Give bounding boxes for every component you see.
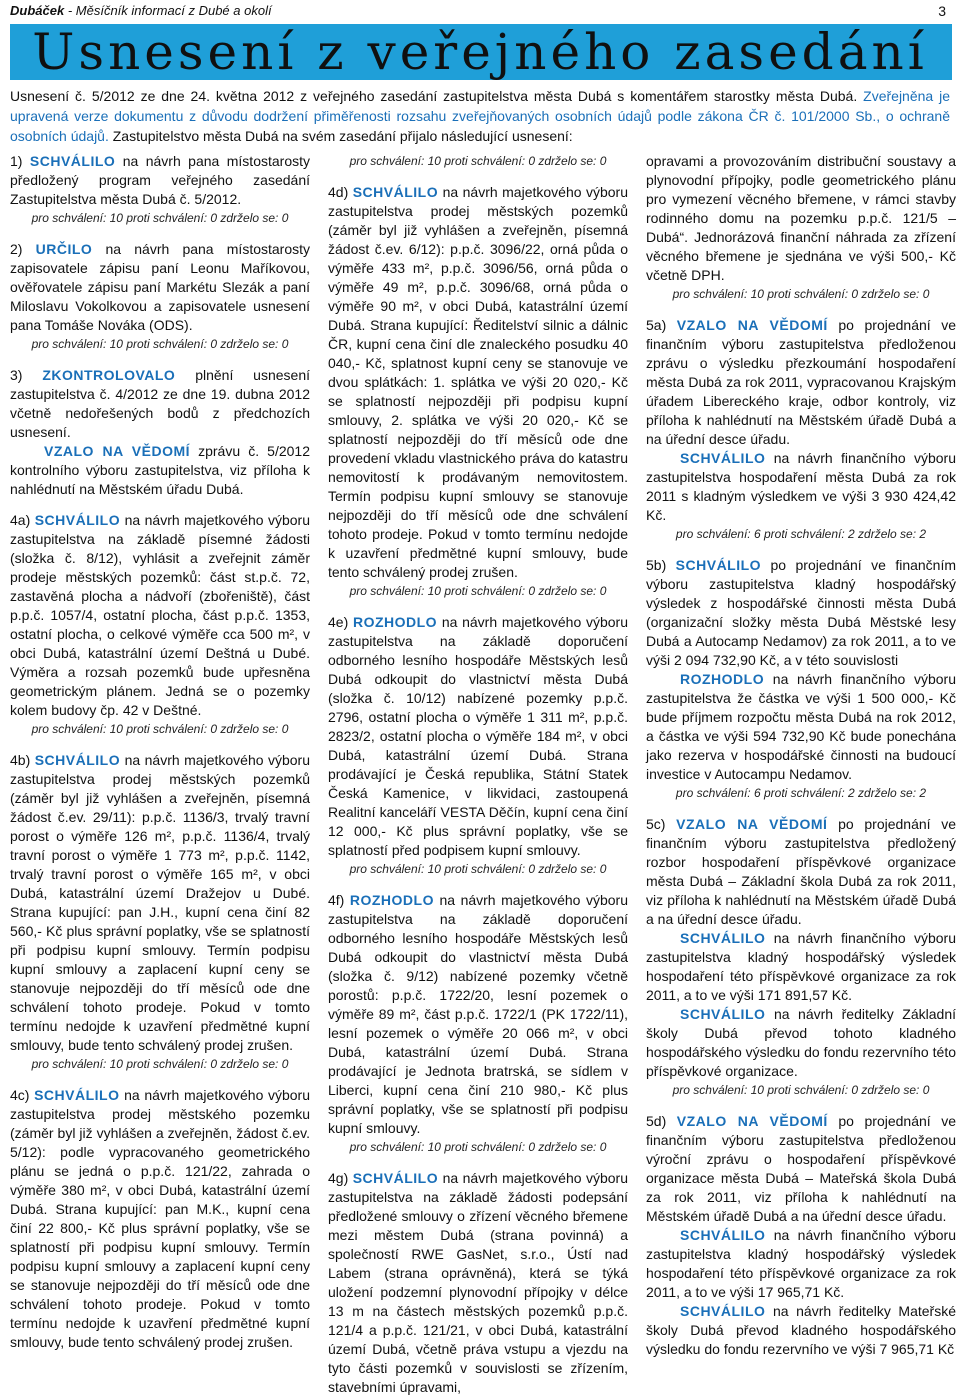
vote-result: pro schválení: 6 proti schválení: 2 zdrželo se: 2 xyxy=(675,786,927,800)
resolution-4c xyxy=(10,1086,310,1352)
resolution-number: 4a) xyxy=(10,512,31,528)
resolution-text: po projednání ve finančním výboru zastupitelstva předložený rozbor hospodaření příspěvkové organizace města Dubá – Základní škola Dubá za rok 2011, viz příloha k nahlédnutí na Městském úřadě Dubá a na úřední desce úřadu. xyxy=(646,816,957,927)
vote-result: pro schválení: 10 proti schválení: 0 zdrželo se: 0 xyxy=(672,287,930,301)
resolution-number: 4g) xyxy=(328,1170,349,1186)
resolution-keyword: SCHVÁLILO xyxy=(680,930,766,946)
page-title: Usnesení z veřejného zasedání xyxy=(32,23,928,81)
resolution-text: na návrh finančního výboru zastupitelstva hospodaření města Dubá za rok 2011 s kladným výsledkem ve výši 3 930 424,42 Kč. xyxy=(646,450,957,523)
resolution-number: 1) xyxy=(10,153,23,169)
resolution-number: 4f) xyxy=(328,892,345,908)
resolution-keyword: ZKONTROLOVALO xyxy=(42,367,176,383)
resolution-text: na návrh pana místostarosty zapisovatele zápisu paní Leonu Maříkovou, ověřovatele zápisu paní Markétu Slezák a paní Miloslavu Vokolkovou a zapisovatele usnesení pana Tomáše Nováka (ODS). xyxy=(10,241,311,333)
intro-privacy-note: Zveřejněna je upravená verze dokumentu z důvodu dodržení přiměřenosti rozsahu zveřejňovaných osobních údajů podle zákona ČR č. 101/2000 Sb. xyxy=(10,88,951,124)
resolution-keyword: VZALO NA VĚDOMÍ xyxy=(676,1113,828,1129)
vote-result: pro schválení: 10 proti schválení: 0 zdrželo se: 0 xyxy=(349,584,607,598)
resolution-4e xyxy=(328,613,628,879)
resolution-keyword: SCHVÁLILO xyxy=(352,1170,439,1186)
resolution-keyword: SCHVÁLILO xyxy=(680,1303,766,1319)
resolution-text: na návrh ředitelky Základní školy Dubá převod tohoto kladného hospodářského výsledku do fondu rezervního této příspěvkové organizace. xyxy=(646,1006,956,1079)
resolution-3 xyxy=(10,366,310,499)
title-banner xyxy=(6,22,954,82)
resolution-number: 4b) xyxy=(10,752,31,768)
resolution-4g-continued xyxy=(646,152,956,304)
vote-result: pro schválení: 10 proti schválení: 0 zdrželo se: 0 xyxy=(31,211,289,225)
resolution-text: zprávu č. 5/2012 kontrolního výboru zastupitelstva, viz příloha k nahlédnutí na Městském úřadu Dubá. xyxy=(10,443,310,497)
intro-privacy-note-end: , o ochraně osobních údajů. xyxy=(10,108,950,144)
publication-label xyxy=(10,0,272,22)
vote-result: pro schválení: 10 proti schválení: 0 zdrželo se: 0 xyxy=(349,1140,607,1154)
resolution-keyword: SCHVÁLILO xyxy=(34,1087,120,1103)
resolution-4c-vote xyxy=(328,152,628,171)
vote-result: pro schválení: 10 proti schválení: 0 zdrželo se: 0 xyxy=(349,154,607,168)
resolution-text: na návrh ředitelky Mateřské školy Dubá převod kladného hospodářského výsledku do fondu rezervního ve výši 7 965,71 Kč xyxy=(646,1303,956,1357)
resolution-1 xyxy=(10,152,310,228)
resolution-keyword: VZALO NA VĚDOMÍ xyxy=(676,317,828,333)
resolution-keyword: SCHVÁLILO xyxy=(680,1227,766,1243)
resolution-text: na návrh majetkového výboru zastupitelstva na základě doporučení odborného lesního hospodáře Městských lesů Dubá odkoupit do vlastnictví města Dubá (složka č. 10/12) nabízené pozemky p.p.č. 2796, ostatní plocha o výměře 1 311 m², p.p.č. 2823/2, ostatní plocha o výměře 184 m², v obci Dubá, katastrální území Dubá. Strana prodávající je Česká republika, Státní Statek Česká Kamenice, v likvidaci, zastoupená Realitní kanceláří VESTA Děčín, kupní cena činí 12 000,- Kč plus správní poplatky, vše se splatností před podpisem kupní smlouvy. xyxy=(328,614,628,858)
resolution-keyword: SCHVÁLILO xyxy=(680,1006,766,1022)
resolution-number: 2) xyxy=(10,241,23,257)
resolution-text: na návrh majetkového výboru zastupitelstva prodej městských pozemků (záměr byl již vyhlášen a zveřejněn, písemná žádost č.ev. 29/11): p.p.č. 1136/3, trvalý travní porost o výměře 126 m², p.p.č. 1136/4, trvalý travní porost o výměře 1 773 m², p.p.č. 1142, trvalý travní porost o výměře 165 m², v obci Dubá, katastrální území Dražejov u Dubé. Strana kupující: pan J.H., kupní cena činí 82 560,- Kč plus správní poplatky, vše se splatností při podpisu kupní smlouvy. Termín podpisu kupní smlouvy a zaplacení kupní ceny se stanovuje nejpozději do tří měsíců ode dne schválení tohoto prodeje. Pokud v tomto termínu nedojde k uzavření předmětné kupní smlouvy, bude tento schválený prodej zrušen. xyxy=(10,752,311,1053)
resolution-text: na návrh finančního výboru zastupitelstva kladný hospodářský výsledek hospodaření této příspěvkové organizace za rok 2011, a to ve výši 171 891,57 Kč. xyxy=(646,930,957,1003)
resolution-keyword: SCHVÁLILO xyxy=(34,512,121,528)
resolution-keyword: SCHVÁLILO xyxy=(34,752,121,768)
vote-result: pro schválení: 10 proti schválení: 0 zdrželo se: 0 xyxy=(349,862,607,876)
resolution-number: 4d) xyxy=(328,184,349,200)
column-3 xyxy=(646,152,956,1382)
vote-result: pro schválení: 10 proti schválení: 0 zdrželo se: 0 xyxy=(31,1057,289,1071)
resolution-text: na návrh majetkového výboru zastupitelstva prodej městských pozemků (záměr byl již vyhlášen a zveřejněn, písemná žádost č.ev. 6/12): p.p.č. 3096/22, orná půda o výměře 433 m², p.p.č. 3096/56, orná půda o výměře 49 m², p.p.č. 3096/68, orná půda o výměře 90 m², v obci Dubá, katastrální území Dubá. Strana kupující: Ředitelství silnic a dálnic ČR, kupní cena činí dle znaleckého posudku 40 040,- Kč, splatnost kupní ceny se stanovuje ve dvou splátkách: 1. splátka ve výši 20 020,- Kč se splatností nejpozději při podpisu kupní smlouvy, 2. splátka ve výši 20 020,- Kč se splatností nejpozději do tří měsíců ode dne provedení vkladu vlastnického práva do katastru nemovitostí k prodávaným nemovitostem. Termín podpisu kupní smlouvy se stanovuje nejpozději do tří měsíců ode dne schválení tohoto prodeje. Pokud v tomto termínu nedojde k uzavření předmětné kupní smlouvy, bude tento schválený prodej zrušen. xyxy=(328,184,629,580)
resolution-text: na návrh majetkového výboru zastupitelstva na základě písemné žádosti (složka č. 8/12), vyhlásit a zveřejnit záměr prodeje městských pozemků: část st.p.č. 72, zastavěná plocha a nádvoří (zbořeniště), část p.p.č. 1057/4, ostatní plocha, část p.p.č. 1353, ostatní plocha, o celkové výměře cca 500 m², v obci Dubá, katastrální území Deštná u Dubé. Výměra a rozsah pozemků bude upřesněna geometrickým plánem. Jedná se o pozemky kolem budovy čp. 42 v Deštné. xyxy=(10,512,311,718)
resolution-5d xyxy=(646,1112,956,1359)
resolution-text: na návrh majetkového výboru zastupitelstva na základě doporučení odborného lesního hospodáře Městských lesů Dubá odkoupit do vlastnictví města Dubá (složka č. 9/12) nabízené pozemky včetně porostů: p.p.č. 1722/20, lesní pozemek o výměře 89 m², část p.p.č. 1722/1 (PK 1722/11), lesní pozemek o výměře 20 066 m², v obci Dubá, katastrální území Dubá. Strana prodávající je Jednota bratrská, se sídlem v Liberci, kupní cena činí 210 980,- Kč plus správní poplatky, vše se splatností při podpisu kupní smlouvy. xyxy=(328,892,629,1136)
resolution-text: po projednání ve finančním výboru zastupitelstva předloženou výroční zprávu o hospodaření příspěvkové organizace města Dubá – Mateřská škola Dubá za rok 2011, viz příloha k nahlédnutí na Městském úřadě Dubá a na úřední desce úřadu. xyxy=(646,1113,957,1224)
resolution-text: na návrh finančního výboru zastupitelstva kladný hospodářský výsledek hospodaření této příspěvkové organizace za rok 2011, a to ve výši 17 965,71 Kč. xyxy=(646,1227,957,1300)
resolution-5c xyxy=(646,815,956,1100)
running-header xyxy=(6,0,954,22)
column-1 xyxy=(10,152,310,1382)
resolution-number: 4c) xyxy=(10,1087,30,1103)
column-2 xyxy=(328,152,629,1395)
resolution-5a xyxy=(646,316,956,544)
resolution-keyword: SCHVÁLILO xyxy=(352,184,439,200)
resolution-text: plnění usnesení zastupitelstva č. 4/2012 ze dne 19. dubna 2012 včetně nedořešených bodů z předchozích usnesení. xyxy=(10,367,311,440)
intro-lead: Zastupitelstvo města Dubá na svém zasedání přijalo následující usnesení: xyxy=(112,128,573,144)
resolution-number: 4e) xyxy=(328,614,349,630)
resolution-keyword: ROZHODLO xyxy=(352,614,438,630)
resolution-keyword: VZALO NA VĚDOMÍ xyxy=(676,816,828,832)
vote-result: pro schválení: 6 proti schválení: 2 zdrželo se: 2 xyxy=(675,527,927,541)
resolution-text: na návrh majetkového výboru zastupitelstva na základě žádosti podepsání předložené smlouvy o zřízení věcného břemene mezi městem Dubá (strana povinná) a společností RWE GasNet, s.r.o., Ústí nad Labem (strana oprávněná), která se týká uložení podzemní plynovodní přípojky v délce 13 m na částech městských pozemků p.p.č. 121/4 a p.p.č. 121/21, v obci Dubá, katastrální území Dubá, včetně práva vstupu a vjezdu na tyto části pozemků v souvislosti se zřízením, stavebními úpravami, xyxy=(328,1170,629,1395)
resolution-number: 5d) xyxy=(646,1113,667,1129)
intro-text: Usnesení č. 5/2012 ze dne 24. května 2012 z veřejného zasedání zastupitelstva města Dubá s komentářem starostky města Dubá. xyxy=(10,88,858,104)
resolution-number: 5b) xyxy=(646,557,667,573)
vote-result: pro schválení: 10 proti schválení: 0 zdrželo se: 0 xyxy=(31,722,289,736)
resolution-4f xyxy=(328,891,628,1157)
publication-subtitle: - Měsíčník informací z Dubé a okolí xyxy=(67,3,272,18)
publication-name: Dubáček xyxy=(10,3,65,18)
resolution-keyword: URČILO xyxy=(35,241,93,257)
resolution-keyword: SCHVÁLILO xyxy=(675,557,762,573)
resolution-4d xyxy=(328,183,628,601)
vote-result: pro schválení: 10 proti schválení: 0 zdrželo se: 0 xyxy=(672,1083,930,1097)
resolution-columns xyxy=(10,152,957,1395)
resolution-keyword: SCHVÁLILO xyxy=(29,153,116,169)
intro-paragraph xyxy=(6,82,954,146)
page-number: 3 xyxy=(938,3,946,19)
resolution-text: po projednání ve finančním výboru zastupitelstva kladný hospodářský výsledek z hospodářské činnosti města Dubá (organizační složky města Dubá Městské lesy Dubá a Autocamp Nedamov) za rok 2011, a to ve výši 2 094 732,90 Kč, a v této souvislosti xyxy=(646,557,957,668)
resolution-2 xyxy=(10,240,310,354)
resolution-text: na návrh finančního výboru zastupitelstva že částka ve výši 1 500 000,- Kč bude příjmem rozpočtu města Dubá na rok 2012, a částka ve výši 594 732,90 Kč bude ponechána jako rezerva v hospodářské činnosti na budoucí investice v Autocampu Nedamov. xyxy=(646,671,957,782)
resolution-number: 3) xyxy=(10,367,23,383)
resolution-keyword: SCHVÁLILO xyxy=(680,450,766,466)
resolution-number: 5c) xyxy=(646,816,666,832)
resolution-4a xyxy=(10,511,310,739)
resolution-4b xyxy=(10,751,310,1074)
resolution-number: 5a) xyxy=(646,317,667,333)
resolution-4g xyxy=(328,1169,628,1397)
resolution-keyword: ROZHODLO xyxy=(349,892,434,908)
resolution-text: na návrh pana místostarosty předložený program veřejného zasedání Zastupitelstva města Dubá č. 5/2012. xyxy=(10,153,310,207)
resolution-keyword: VZALO NA VĚDOMÍ xyxy=(44,443,191,459)
resolution-text: opravami a provozováním distribuční soustavy a plynovodní přípojky, podle geometrického plánu pro vymezení věcného břemene, v rámci stavby rodinného domu na pozemku p.p.č. 121/5 – Dubá“. Jednorázová finanční náhrada za zřízení věcného břemene je sjednána ve výši 500,- Kč včetně DPH. xyxy=(646,153,956,283)
resolution-keyword: ROZHODLO xyxy=(680,671,765,687)
vote-result: pro schválení: 10 proti schválení: 0 zdrželo se: 0 xyxy=(31,337,289,351)
resolution-text: po projednání ve finančním výboru zastupitelstva předloženou zprávu o výsledku přezkoumání hospodaření města Dubá za rok 2011, vypracovanou Krajským úřadem Libereckého kraje, odbor kontroly, viz příloha k nahlédnutí na Městském úřadě Dubá a na úřední desce úřadu. xyxy=(646,317,957,447)
resolution-5b xyxy=(646,556,956,803)
resolution-text: na návrh majetkového výboru zastupitelstva prodej městského pozemku (záměr byl již vyhlášen a zveřejněn, žádost č.ev. 5/12): podle vypracovaného geometrického plánu se jedná o p.p.č. 121/22, zahrada o výměře 380 m², v obci Dubá, katastrální území Dubá. Strana kupující: pan M.K., kupní cena činí 22 800,- Kč plus správní poplatky, vše se splatností při podpisu kupní smlouvy. Termín podpisu kupní smlouvy a zaplacení kupní ceny se stanovuje nejpozději do tří měsíců ode dne schválení tohoto prodeje. Pokud v tomto termínu nedojde k uzavření předmětné kupní smlouvy, bude tento schválený prodej zrušen. xyxy=(10,1087,311,1350)
